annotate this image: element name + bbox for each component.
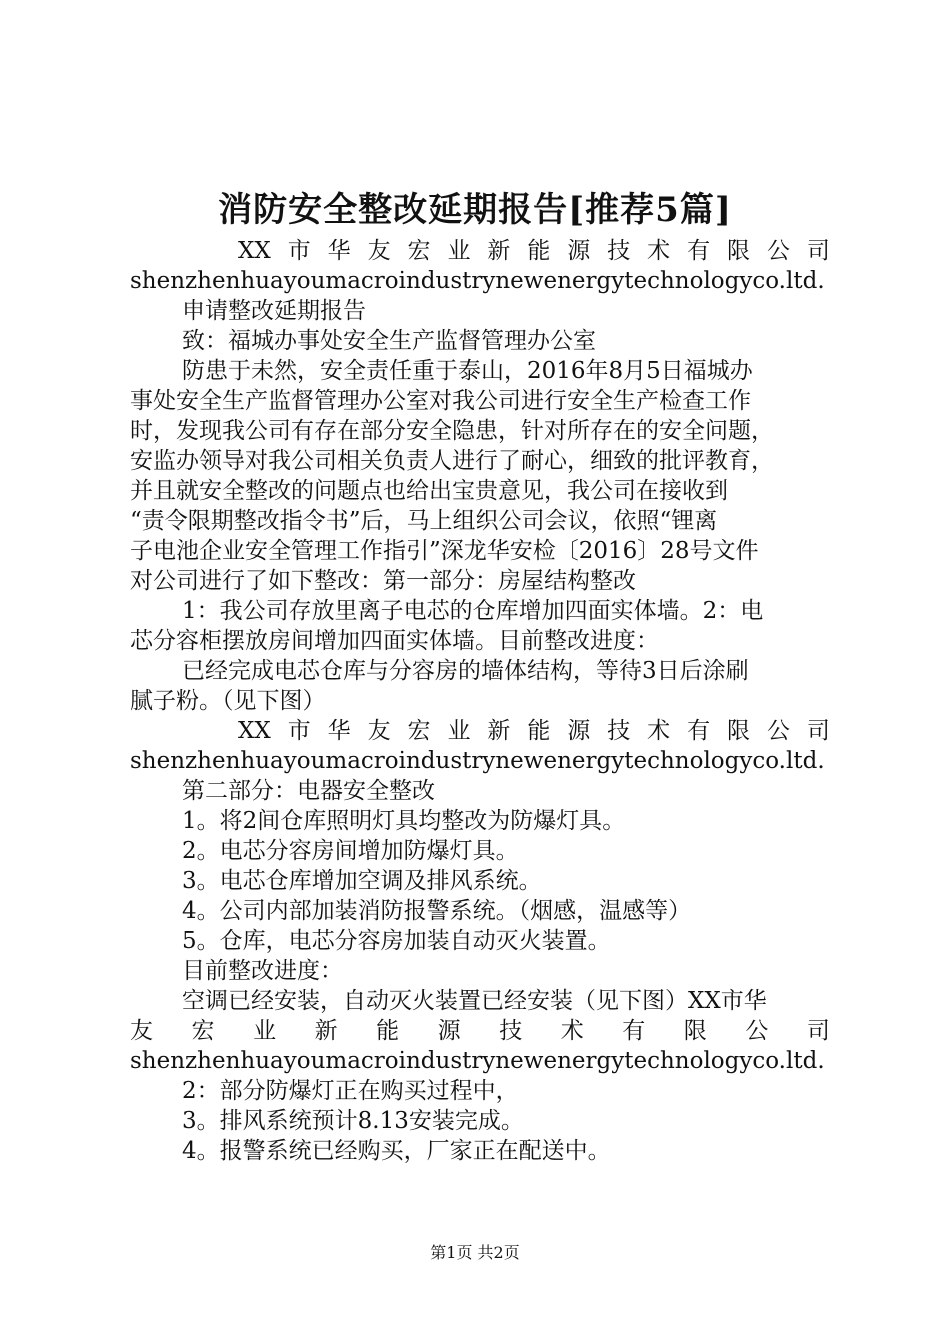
paragraph-line: 芯分容柜摆放房间增加四面实体墙。目前整改进度：: [130, 628, 659, 654]
paragraph-line: 腻子粉。（见下图）: [130, 688, 326, 714]
company-char: 能: [527, 238, 551, 264]
company-char: 公: [766, 238, 790, 264]
paragraph-line: 防患于未然，安全责任重于泰山，2016年8月5日福城办: [182, 358, 753, 384]
company-char: 技: [607, 238, 631, 264]
company-char: 华: [327, 238, 351, 264]
list-item: 4。公司内部加装消防报警系统。（烟感，温感等）: [182, 898, 692, 924]
paragraph-line: 空调已经安装，自动灭火装置已经安装（见下图）XX市华: [182, 988, 767, 1014]
company-char: 技: [607, 718, 631, 744]
company-char: 司: [806, 718, 830, 744]
company-english-line: shenzhenhuayoumacroindustrynewenergytechnologyco.ltd.: [130, 748, 825, 774]
company-char: 公: [745, 1018, 769, 1044]
report-addressee: 致：福城办事处安全生产监督管理办公室: [182, 328, 596, 354]
paragraph-line: “责令限期整改指令书”后，马上组织公司会议，依照“锂离: [130, 508, 718, 534]
paragraph-line: 时，发现我公司有存在部分安全隐患，针对所存在的安全问题，: [130, 418, 774, 444]
company-char: 有: [687, 718, 711, 744]
company-char: 技: [499, 1018, 523, 1044]
company-char: 公: [766, 718, 790, 744]
company-english-line: shenzhenhuayoumacroindustrynewenergytechnologyco.ltd.: [130, 268, 825, 294]
company-char: XX: [238, 238, 271, 264]
list-item: 3。排风系统预计8.13安装完成。: [182, 1108, 524, 1134]
report-subject: 申请整改延期报告: [182, 298, 366, 324]
company-char: 新: [487, 238, 511, 264]
paragraph-line: 事处安全生产监督管理办公室对我公司进行安全生产检查工作: [130, 388, 751, 414]
company-char: 业: [447, 718, 471, 744]
company-char: 源: [437, 1018, 461, 1044]
company-char: 有: [687, 238, 711, 264]
list-item: 5。仓库，电芯分容房加装自动灭火装置。: [182, 928, 611, 954]
list-item: 3。电芯仓库增加空调及排风系统。: [182, 868, 542, 894]
company-char: 术: [647, 238, 671, 264]
section-heading: 第二部分：电器安全整改: [182, 778, 435, 804]
progress-heading: 目前整改进度：: [182, 958, 343, 984]
company-char: 业: [253, 1018, 277, 1044]
list-item: 1。将2间仓库照明灯具均整改为防爆灯具。: [182, 808, 626, 834]
company-char: 市: [287, 718, 311, 744]
company-char: 司: [806, 238, 830, 264]
company-char: 业: [447, 238, 471, 264]
paragraph-line: 对公司进行了如下整改：第一部分：房屋结构整改: [130, 568, 636, 594]
company-char: 友: [130, 1018, 153, 1044]
company-char: 有: [622, 1018, 646, 1044]
company-char: 限: [727, 238, 750, 264]
company-char: 友: [367, 718, 391, 744]
company-char: 宏: [407, 718, 431, 744]
company-char: 术: [560, 1018, 584, 1044]
company-char: 宏: [191, 1018, 215, 1044]
company-char: 能: [376, 1018, 400, 1044]
company-name-line: [130, 236, 830, 266]
company-char: 市: [287, 238, 311, 264]
paragraph-line: 已经完成电芯仓库与分容房的墙体结构，等待3日后涂刷: [182, 658, 749, 684]
company-char: 限: [727, 718, 750, 744]
company-char: 宏: [407, 238, 431, 264]
company-name-line: [130, 716, 830, 746]
page-footer: 第1页 共2页: [430, 1243, 520, 1262]
company-char: 新: [487, 718, 511, 744]
list-item: 4。报警系统已经购买，厂家正在配送中。: [182, 1138, 611, 1164]
company-char: 新: [314, 1018, 338, 1044]
company-english-line: shenzhenhuayoumacroindustrynewenergytechnologyco.ltd.: [130, 1048, 825, 1074]
paragraph-line: 安监办领导对我公司相关负责人进行了耐心，细致的批评教育，: [130, 448, 774, 474]
company-char: 华: [327, 718, 351, 744]
paragraph-line: 1：我公司存放里离子电芯的仓库增加四面实体墙。2：电: [182, 598, 764, 624]
document-body: [130, 236, 830, 1166]
paragraph-line: 子电池企业安全管理工作指引”深龙华安检〔2016〕28号文件: [130, 538, 759, 564]
list-item: 2。电芯分容房间增加防爆灯具。: [182, 838, 519, 864]
company-char: 友: [367, 238, 391, 264]
company-char: 司: [806, 1018, 830, 1044]
company-char: 能: [527, 718, 551, 744]
document-title: 消防安全整改延期报告[推荐5篇]: [218, 190, 732, 230]
company-char: 源: [567, 238, 591, 264]
company-char: 术: [647, 718, 671, 744]
company-char: XX: [238, 718, 271, 744]
company-char: 源: [567, 718, 591, 744]
list-item: 2：部分防爆灯正在购买过程中，: [182, 1078, 519, 1104]
paragraph-line: 并且就安全整改的问题点也给出宝贵意见，我公司在接收到: [130, 478, 728, 504]
company-name-line: [130, 1016, 830, 1046]
company-char: 限: [683, 1018, 707, 1044]
